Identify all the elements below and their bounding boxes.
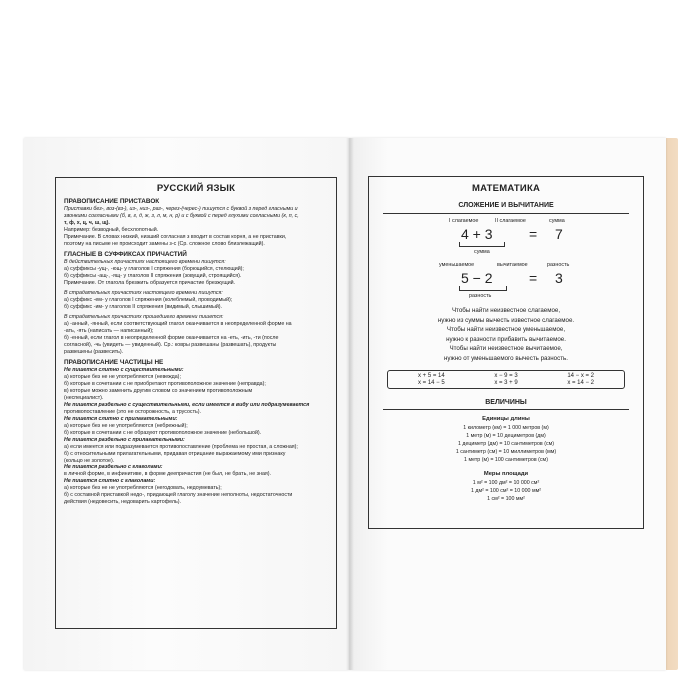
text-line: Примечание. В словах низкий, низший согласная з входит в состав корня, а не приставки, bbox=[64, 233, 287, 240]
quantities-title: ВЕЛИЧИНЫ bbox=[485, 398, 527, 406]
text-line: б) -енный, если глагол в неопределенной форме оканчивается на -еть, -ить, -ти (после bbox=[64, 334, 279, 341]
text-line: б) которые в сочетании с не образуют противоположное значение (небольшой). bbox=[64, 429, 262, 436]
equation: x = 3 + 9 bbox=[494, 379, 518, 386]
text-line: в личной форме, в инфинитиве, в форме деепричастия (не был, не брать, не зная). bbox=[64, 471, 272, 478]
area-line: 1 см² = 100 мм² bbox=[487, 496, 525, 503]
subtraction-result: 3 bbox=[555, 270, 563, 286]
text-line: В страдательных причастиях настоящего времени пишутся: bbox=[64, 289, 223, 296]
book-spine bbox=[346, 138, 354, 670]
text-line: Не пишется раздельно с глаголами: bbox=[64, 464, 163, 471]
rule-line: Чтобы найти неизвестное слагаемое, bbox=[451, 307, 561, 314]
area-line: 1 м² = 100 дм² = 10 000 см² bbox=[472, 479, 540, 486]
text-line: Не пишется раздельно с прилагательными: bbox=[64, 436, 185, 443]
equation-examples-box bbox=[387, 370, 625, 389]
text-line: Не пишется слитно с прилагательными: bbox=[64, 415, 178, 422]
subtrahend-caption: вычитаемое bbox=[497, 262, 528, 268]
section-heading: ПРАВОПИСАНИЕ ПРИСТАВОК bbox=[64, 198, 160, 205]
subtraction-example bbox=[377, 262, 635, 302]
length-line: 1 метр (м) = 10 дециметров (дм) bbox=[466, 432, 546, 439]
sum-under-caption: сумма bbox=[474, 249, 490, 255]
text-line: (кольцо не золотое). bbox=[64, 457, 115, 464]
section-heading: ПРАВОПИСАНИЕ ЧАСТИЦЫ НЕ bbox=[64, 358, 164, 366]
text-line: а) которые без не не употребляются (невежда); bbox=[64, 373, 181, 380]
text-line: а) которые без не не употребляются (небрежный); bbox=[64, 422, 188, 429]
text-line: В страдательных причастиях прошедшего времени пишется: bbox=[64, 313, 224, 320]
minuend-caption: уменьшаемое bbox=[439, 262, 475, 268]
text-line: а) которые без не не употребляются (негодовать, недоумевать); bbox=[64, 485, 222, 492]
text-line: Не пишется слитно с глаголами: bbox=[64, 478, 156, 485]
text-line: б) с относительными прилагательными, придавая отрицание выражаемому ими признаку bbox=[64, 450, 286, 457]
text-line: -ать, -ять (написать — написанный); bbox=[64, 327, 154, 334]
text-line: согласной), -чь (увидеть — увиденный). Ср.: ковры развешаны (развешать), продукты bbox=[64, 341, 277, 348]
length-line: 1 сантиметр (см) = 10 миллиметров (мм) bbox=[455, 449, 557, 456]
text-line: а) суффиксы -ущ-, -ющ- у глаголов I спряжения (борющийся, стелющий); bbox=[64, 265, 244, 272]
text-line: Приставки без-, воз-(вз-), из-, низ-, раз-, через-(черес-) пишутся с буквой з перед гласными и bbox=[64, 206, 298, 212]
text-line: поэтому на письме не происходит замены з-с (Ср. сложное слово близлежащий). bbox=[64, 240, 265, 247]
text-line: в) которые можно заменить другим словом со значением противоположным bbox=[64, 387, 253, 394]
equation: x = 14 − 5 bbox=[417, 379, 445, 386]
equation: x = 14 − 2 bbox=[567, 379, 594, 386]
brace bbox=[459, 290, 507, 291]
divider bbox=[383, 213, 629, 214]
divider bbox=[383, 409, 629, 410]
equation: x + 5 = 14 bbox=[417, 372, 445, 379]
text-line: б) суффиксы -ащ-, -ящ- у глаголов II спряжения (зовущий, строящийся). bbox=[64, 272, 242, 279]
text-line: Например: безводный, бесхлопотный. bbox=[64, 226, 159, 233]
text-line: Не пишется раздельно с существительными, если имеется в виду или подразумевается bbox=[64, 401, 310, 408]
text-line: Примечание. От глагола брезжить образуется причастие брезжущий. bbox=[64, 279, 236, 286]
addition-expression: 4 + 3 bbox=[461, 226, 493, 242]
text-line: действия (недовесить, недоварить картофель). bbox=[64, 499, 181, 506]
rules-block bbox=[377, 306, 635, 364]
rule-line: нужно от уменьшаемого вычесть разность. bbox=[444, 355, 568, 363]
length-units-title: Единицы длины bbox=[482, 415, 530, 422]
area-units-title: Меры площади bbox=[483, 470, 529, 477]
text-line: Не пишется слитно с существительными: bbox=[64, 366, 184, 373]
text-line: а) -анный, -янный, если соответствующий глагол оканчивается в неопределенной форме на bbox=[64, 320, 292, 327]
text-line: развешены (развесить). bbox=[64, 348, 124, 355]
equals-sign: = bbox=[529, 226, 538, 242]
equals-sign: = bbox=[529, 270, 538, 286]
equation: 14 − x = 2 bbox=[567, 372, 594, 379]
text-line: противопоставление (это не осторожность, а трусость). bbox=[64, 408, 201, 415]
rule-line: Чтобы найти неизвестное уменьшаемое, bbox=[446, 326, 566, 334]
subtraction-expression: 5 − 2 bbox=[461, 270, 493, 286]
rule-line: нужно из суммы вычесть известное слагаемое. bbox=[437, 316, 575, 324]
text-line: а) если имеется или подразумевается противопоставление (проблема не простая, а сложная); bbox=[64, 443, 298, 450]
equation: x − 9 = 3 bbox=[494, 372, 518, 379]
brace bbox=[459, 246, 505, 247]
difference-under-caption: разность bbox=[469, 293, 492, 299]
math-title: МАТЕМАТИКА bbox=[471, 183, 541, 194]
text-line: б) которые в сочетании с не приобретают противоположное значение (неправда); bbox=[64, 380, 266, 387]
russian-panel bbox=[55, 177, 337, 629]
text-line: т, ф, х, ц, ч, ш, щ). bbox=[64, 219, 110, 226]
rule-line: Чтобы найти неизвестное вычитаемое, bbox=[449, 345, 563, 353]
difference-caption: разность bbox=[547, 262, 570, 268]
area-line: 1 дм² = 100 см² = 10 000 мм² bbox=[470, 487, 542, 494]
text-line: б) суффикс -им- у глаголов II спряжения (видимый, слышимый). bbox=[64, 303, 223, 310]
text-line: звонкими согласными (б, в, г, д, ж, з, л, м, н, р) и с буквой с перед глухими согласными (к, п, с, bbox=[64, 212, 299, 219]
addition-result: 7 bbox=[555, 226, 563, 242]
length-line: 1 метр (м) = 100 сантиметров (см) bbox=[464, 457, 548, 464]
russian-title: РУССКИЙ ЯЗЫК bbox=[156, 183, 236, 194]
addend1-caption: I слагаемое bbox=[449, 218, 479, 224]
addend2-caption: II слагаемое bbox=[495, 218, 526, 224]
addition-example bbox=[377, 218, 635, 258]
section-heading: ГЛАСНЫЕ В СУФФИКСАХ ПРИЧАСТИЙ bbox=[64, 250, 187, 258]
length-line: 1 километр (км) = 1 000 метров (м) bbox=[463, 424, 549, 431]
math-panel bbox=[368, 176, 644, 529]
text-line: (неспециалист). bbox=[64, 394, 104, 401]
math-subtitle: СЛОЖЕНИЕ И ВЫЧИТАНИЕ bbox=[458, 202, 554, 209]
length-line: 1 дециметр (дм) = 10 сантиметров (см) bbox=[457, 441, 555, 448]
text-line: а) суффикс -ем- у глаголов I спряжения (колеблемый, проводимый); bbox=[64, 296, 233, 303]
text-line: В действительных причастиях настоящего времени пишутся: bbox=[64, 258, 226, 265]
sum-caption: сумма bbox=[549, 218, 565, 224]
text-line: б) с составной приставкой недо-, придающей глаголу значение неполноты, недостаточности bbox=[64, 492, 293, 499]
rule-line: нужно к разности прибавить вычитаемое. bbox=[446, 335, 566, 343]
